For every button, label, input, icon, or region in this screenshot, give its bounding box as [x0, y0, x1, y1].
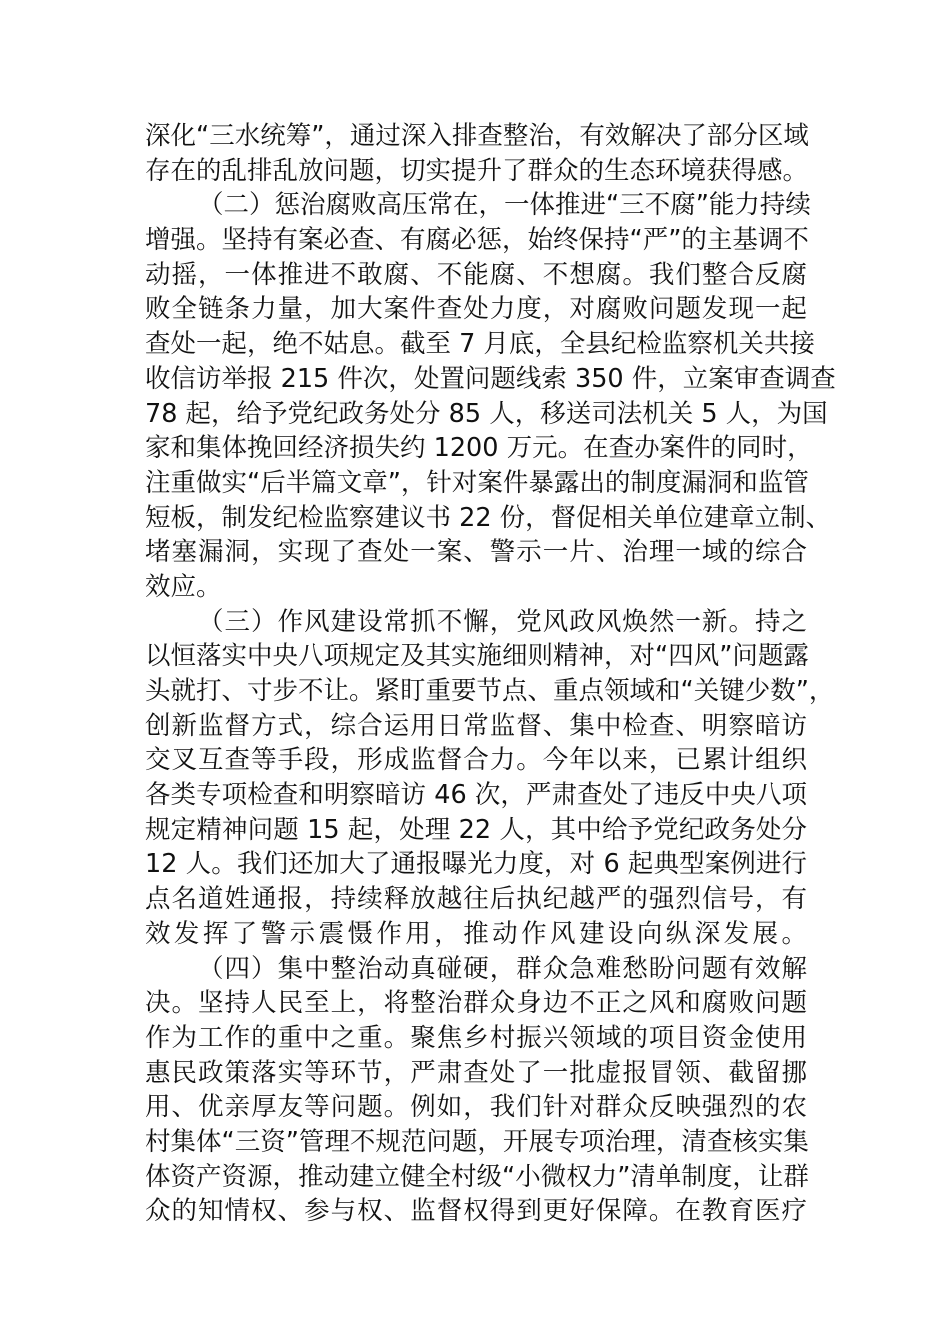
text-line: 深化“三水统筹”，通过深入排查整治，有效解决了部分区域	[145, 121, 809, 151]
text-line: 以恒落实中央八项规定及其实施细则精神，对“四风”问题露	[145, 641, 809, 672]
text-line: 注重做实“后半篇文章”，针对案件暴露出的制度漏洞和监管	[145, 467, 809, 498]
text-line: 用、优亲厚友等问题。例如，我们针对群众反映强烈的农	[145, 1092, 807, 1123]
text-line: 创新监督方式，综合运用日常监督、集中检查、明察暗访	[145, 710, 807, 741]
paragraph	[145, 952, 807, 1230]
paragraph	[145, 188, 836, 604]
text-line: 存在的乱排乱放问题，切实提升了群众的生态环境获得感。	[145, 155, 809, 186]
text-line: 头就打、寸步不让。紧盯重要节点、重点领域和“关键少数”，	[145, 676, 835, 706]
text-line: 惠民政策落实等环节，严肃查处了一批虚报冒领、截留挪	[145, 1057, 807, 1088]
text-line: 作为工作的重中之重。聚焦乡村振兴领域的项目资金使用	[145, 1022, 807, 1053]
text-line: 短板，制发纪检监察建议书 22 份，督促相关单位建章立制、	[145, 502, 832, 533]
paragraph	[145, 605, 835, 952]
text-line: 众的知情权、参与权、监督权得到更好保障。在教育医疗	[145, 1196, 807, 1227]
text-line: （二）惩治腐败高压常在，一体推进“三不腐”能力持续	[198, 190, 811, 221]
text-line: 败全链条力量，加大案件查处力度，对腐败问题发现一起	[145, 294, 807, 325]
text-line: 决。坚持人民至上，将整治群众身边不正之风和腐败问题	[145, 988, 807, 1019]
text-line: 动摇，一体推进不敢腐、不能腐、不想腐。我们整合反腐	[145, 259, 807, 290]
text-line: 增强。坚持有案必查、有腐必惩，始终保持“严”的主基调不	[145, 225, 809, 256]
text-line: 各类专项检查和明察暗访 46 次，严肃查处了违反中央八项	[145, 780, 807, 811]
text-line: 效应。	[145, 571, 222, 602]
text-line: 村集体“三资”管理不规范问题，开展专项治理，清查核实集	[145, 1126, 809, 1157]
text-line: 效发挥了警示震慑作用，推动作风建设向纵深发展。	[145, 918, 807, 949]
text-line: 规定精神问题 15 起，处理 22 人，其中给予党纪政务处分	[145, 814, 807, 845]
document-body	[145, 119, 836, 1229]
text-line: 点名道姓通报，持续释放越往后执纪越严的强烈信号，有	[145, 884, 807, 915]
text-line: 堵塞漏洞，实现了查处一案、警示一片、治理一域的综合	[145, 537, 807, 568]
text-line: （四）集中整治动真碰硬，群众急难愁盼问题有效解	[198, 953, 807, 984]
text-line: 交叉互查等手段，形成监督合力。今年以来，已累计组织	[145, 745, 807, 776]
text-line: 体资产资源，推动建立健全村级“小微权力”清单制度，让群	[145, 1161, 809, 1192]
text-line: 78 起，给予党纪政务处分 85 人，移送司法机关 5 人，为国	[145, 398, 828, 429]
text-line: （三）作风建设常抓不懈，党风政风焕然一新。持之	[198, 606, 807, 637]
text-line: 查处一起，绝不姑息。截至 7 月底，全县纪检监察机关共接	[145, 329, 815, 360]
text-line: 收信访举报 215 件次，处置问题线索 350 件，立案审查调查	[145, 363, 836, 394]
text-line: 家和集体挽回经济损失约 1200 万元。在查办案件的同时，	[145, 433, 813, 464]
text-line: 12 人。我们还加大了通报曝光力度，对 6 起典型案例进行	[145, 849, 807, 880]
paragraph	[145, 119, 807, 188]
